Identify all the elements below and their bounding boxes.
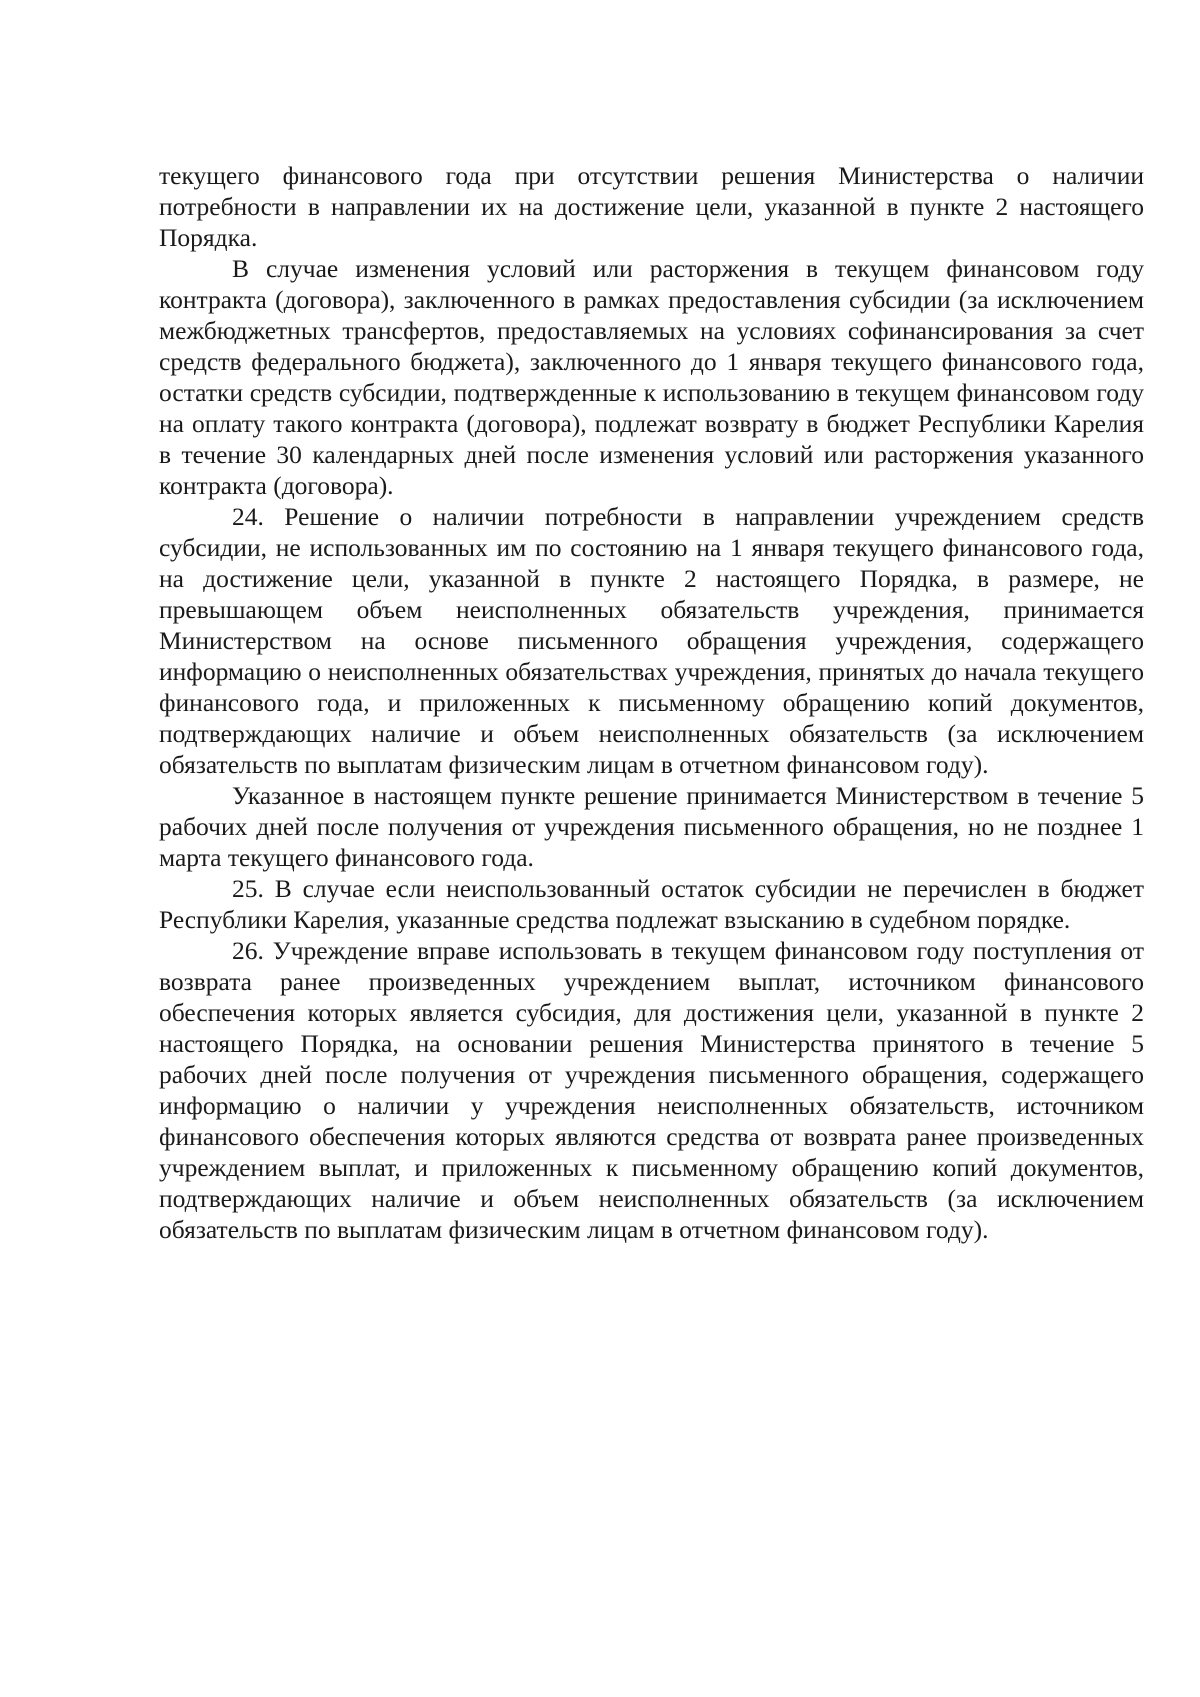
paragraph-continuation: текущего финансового года при отсутствии решения Министерства о наличии потребности в направлении их на достижение цели, указанной в пункте 2 настоящего Порядка. [159, 161, 1144, 252]
paragraph-item-25: 25. В случае если неиспользованный остаток субсидии не перечислен в бюджет Республики Карелия, указанные средства подлежат взысканию в судебном порядке. [159, 874, 1144, 934]
paragraph-item-26: 26. Учреждение вправе использовать в текущем финансовом году поступления от возврата ранее произведенных учреждением выплат, источником финансового обеспечения которых является субсидия, для достижения цели, указанной в пункте 2 настоящего Порядка, на основании решения Министерства принятого в течение 5 рабочих дней после получения от учреждения письменного обращения, содержащего информацию о наличии у учреждения неисполненных обязательств, источником финансового обеспечения которых являются средства от возврата ранее произведенных учреждением выплат, и приложенных к письменному обращению копий документов, подтверждающих наличие и объем неисполненных обязательств (за исключением обязательств по выплатам физическим лицам в отчетном финансовом году). [159, 936, 1144, 1244]
paragraph-decision-deadline: Указанное в настоящем пункте решение принимается Министерством в течение 5 рабочих дней после получения от учреждения письменного обращения, но не позднее 1 марта текущего финансового года. [159, 781, 1144, 872]
document-page [159, 160, 1144, 1245]
paragraph-contract-change: В случае изменения условий или расторжения в текущем финансовом году контракта (договора), заключенного в рамках предоставления субсидии (за исключением межбюджетных трансфертов, предоставляемых на условиях софинансирования за счет средств федерального бюджета), заключенного до 1 января текущего финансового года, остатки средств субсидии, подтвержденные к использованию в текущем финансовом году на оплату такого контракта (договора), подлежат возврату в бюджет Республики Карелия в течение 30 календарных дней после изменения условий или расторжения указанного контракта (договора). [159, 254, 1144, 500]
paragraph-item-24: 24. Решение о наличии потребности в направлении учреждением средств субсидии, не использованных им по состоянию на 1 января текущего финансового года, на достижение цели, указанной в пункте 2 настоящего Порядка, в размере, не превышающем объем неисполненных обязательств учреждения, принимается Министерством на основе письменного обращения учреждения, содержащего информацию о неисполненных обязательствах учреждения, принятых до начала текущего финансового года, и приложенных к письменному обращению копий документов, подтверждающих наличие и объем неисполненных обязательств (за исключением обязательств по выплатам физическим лицам в отчетном финансовом году). [159, 502, 1144, 779]
